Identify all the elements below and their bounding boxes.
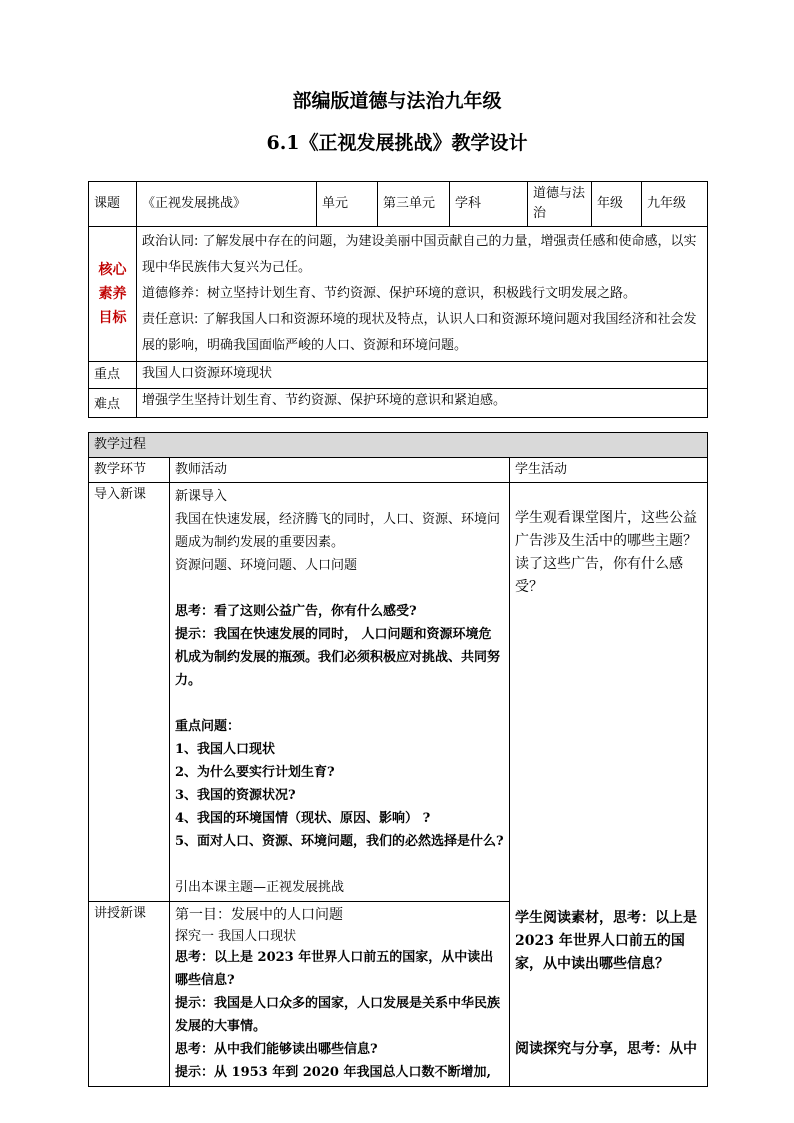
goal-moral: 道德修养：树立坚持计划生育、节约资源、保护环境的意识，积极践行文明发展之路。 bbox=[142, 286, 637, 301]
key-point-value: 我国人口资源环境现状 bbox=[137, 362, 708, 389]
stage-intro: 导入新课 bbox=[89, 483, 170, 902]
student-task: 学生阅读素材，思考：以上是 2023 年世界人口前五的国家，从中读出哪些信息？ bbox=[515, 910, 697, 972]
student-task: 学生观看课堂图片，这些公益广告涉及生活中的哪些主题？读了这些广告，你有什么感受？ bbox=[515, 510, 697, 595]
core-goals-label: 核心 素养 目标 bbox=[89, 227, 137, 362]
student-activity bbox=[510, 483, 708, 1087]
unit-value: 第三单元 bbox=[378, 182, 450, 227]
teacher-activity-intro bbox=[170, 483, 510, 902]
key-question: 5、面对人口、资源、环境问题，我们的必然选择是什么? bbox=[175, 834, 504, 849]
subject-label: 学科 bbox=[450, 182, 528, 227]
spacer bbox=[175, 577, 504, 600]
student-task: 阅读探究与分享，思考：从中 bbox=[515, 1041, 697, 1057]
lead-in: 引出本课主题—正视发展挑战 bbox=[175, 880, 345, 895]
grade-value: 九年级 bbox=[642, 182, 708, 227]
hint-text: 提示：我国是人口众多的国家，人口发展是关系中华民族发展的大事情。 bbox=[175, 996, 501, 1034]
course-label: 课题 bbox=[89, 182, 137, 227]
key-point-label: 重点 bbox=[89, 362, 137, 389]
process-header: 教学过程 bbox=[89, 433, 708, 458]
key-question: 3、我国的资源状况? bbox=[175, 788, 296, 803]
key-question: 2、为什么要实行计划生育? bbox=[175, 765, 335, 780]
col-teacher-header: 教师活动 bbox=[170, 458, 510, 483]
key-questions-title: 重点问题： bbox=[175, 719, 241, 734]
document-subtitle: 6.1《正视发展挑战》教学设计 bbox=[266, 132, 528, 154]
subject-value: 道德与法治 bbox=[528, 182, 592, 227]
explore-title: 探究一 我国人口现状 bbox=[175, 929, 297, 944]
col-stage-header: 教学环节 bbox=[89, 458, 170, 483]
hint-text: 提示：我国在快速发展的同时， 人口问题和资源环境危机成为制约发展的瓶颈。我们必须积极应对挑战、共同努力。 bbox=[175, 627, 501, 688]
key-question: 1、我国人口现状 bbox=[175, 742, 276, 757]
goal-political: 政治认同: 了解发展中存在的问题，为建设美丽中国贡献自己的力量，增强责任感和使命感，以实现中华民族伟大复兴为己任。 bbox=[142, 234, 697, 275]
key-question: 4、我国的环境国情（现状、原因、影响） ? bbox=[175, 811, 431, 826]
hint-text: 提示：从 1953 年到 2020 年我国总人口数不断增加, bbox=[175, 1065, 491, 1080]
lesson-info-table bbox=[88, 181, 708, 418]
col-student-header: 学生活动 bbox=[510, 458, 708, 483]
teacher-activity-new-lesson bbox=[170, 902, 510, 1087]
core-goals-content bbox=[137, 227, 708, 362]
intro-line: 新课导入 bbox=[175, 489, 228, 504]
intro-line: 资源问题、环境问题、人口问题 bbox=[175, 558, 358, 573]
teaching-process-table bbox=[88, 432, 708, 1087]
think-question: 思考：以上是 2023 年世界人口前五的国家，从中读出哪些信息? bbox=[175, 950, 494, 988]
unit-label: 单元 bbox=[317, 182, 378, 227]
goal-responsibility: 责任意识: 了解我国人口和资源环境的现状及特点，认识人口和资源环境问题对我国经济和社会发展的影响，明确我国面临严峻的人口、资源和环境问题。 bbox=[142, 312, 697, 353]
stage-new-lesson: 讲授新课 bbox=[89, 902, 170, 1087]
think-question: 思考：从中我们能够读出哪些信息? bbox=[175, 1042, 378, 1057]
difficulty-label: 难点 bbox=[89, 389, 137, 418]
course-value: 《正视发展挑战》 bbox=[137, 182, 317, 227]
think-question: 思考：看了这则公益广告，你有什么感受? bbox=[175, 604, 417, 619]
difficulty-value: 增强学生坚持计划生育、节约资源、保护环境的意识和紧迫感。 bbox=[137, 389, 708, 418]
spacer bbox=[175, 853, 504, 876]
grade-label: 年级 bbox=[592, 182, 642, 227]
spacer bbox=[175, 692, 504, 715]
intro-line: 我国在快速发展，经济腾飞的同时，人口、资源、环境问题成为制约发展的重要因素。 bbox=[175, 512, 501, 550]
section-title: 第一目：发展中的人口问题 bbox=[175, 907, 343, 923]
document-title: 部编版道德与法治九年级 bbox=[292, 90, 502, 112]
